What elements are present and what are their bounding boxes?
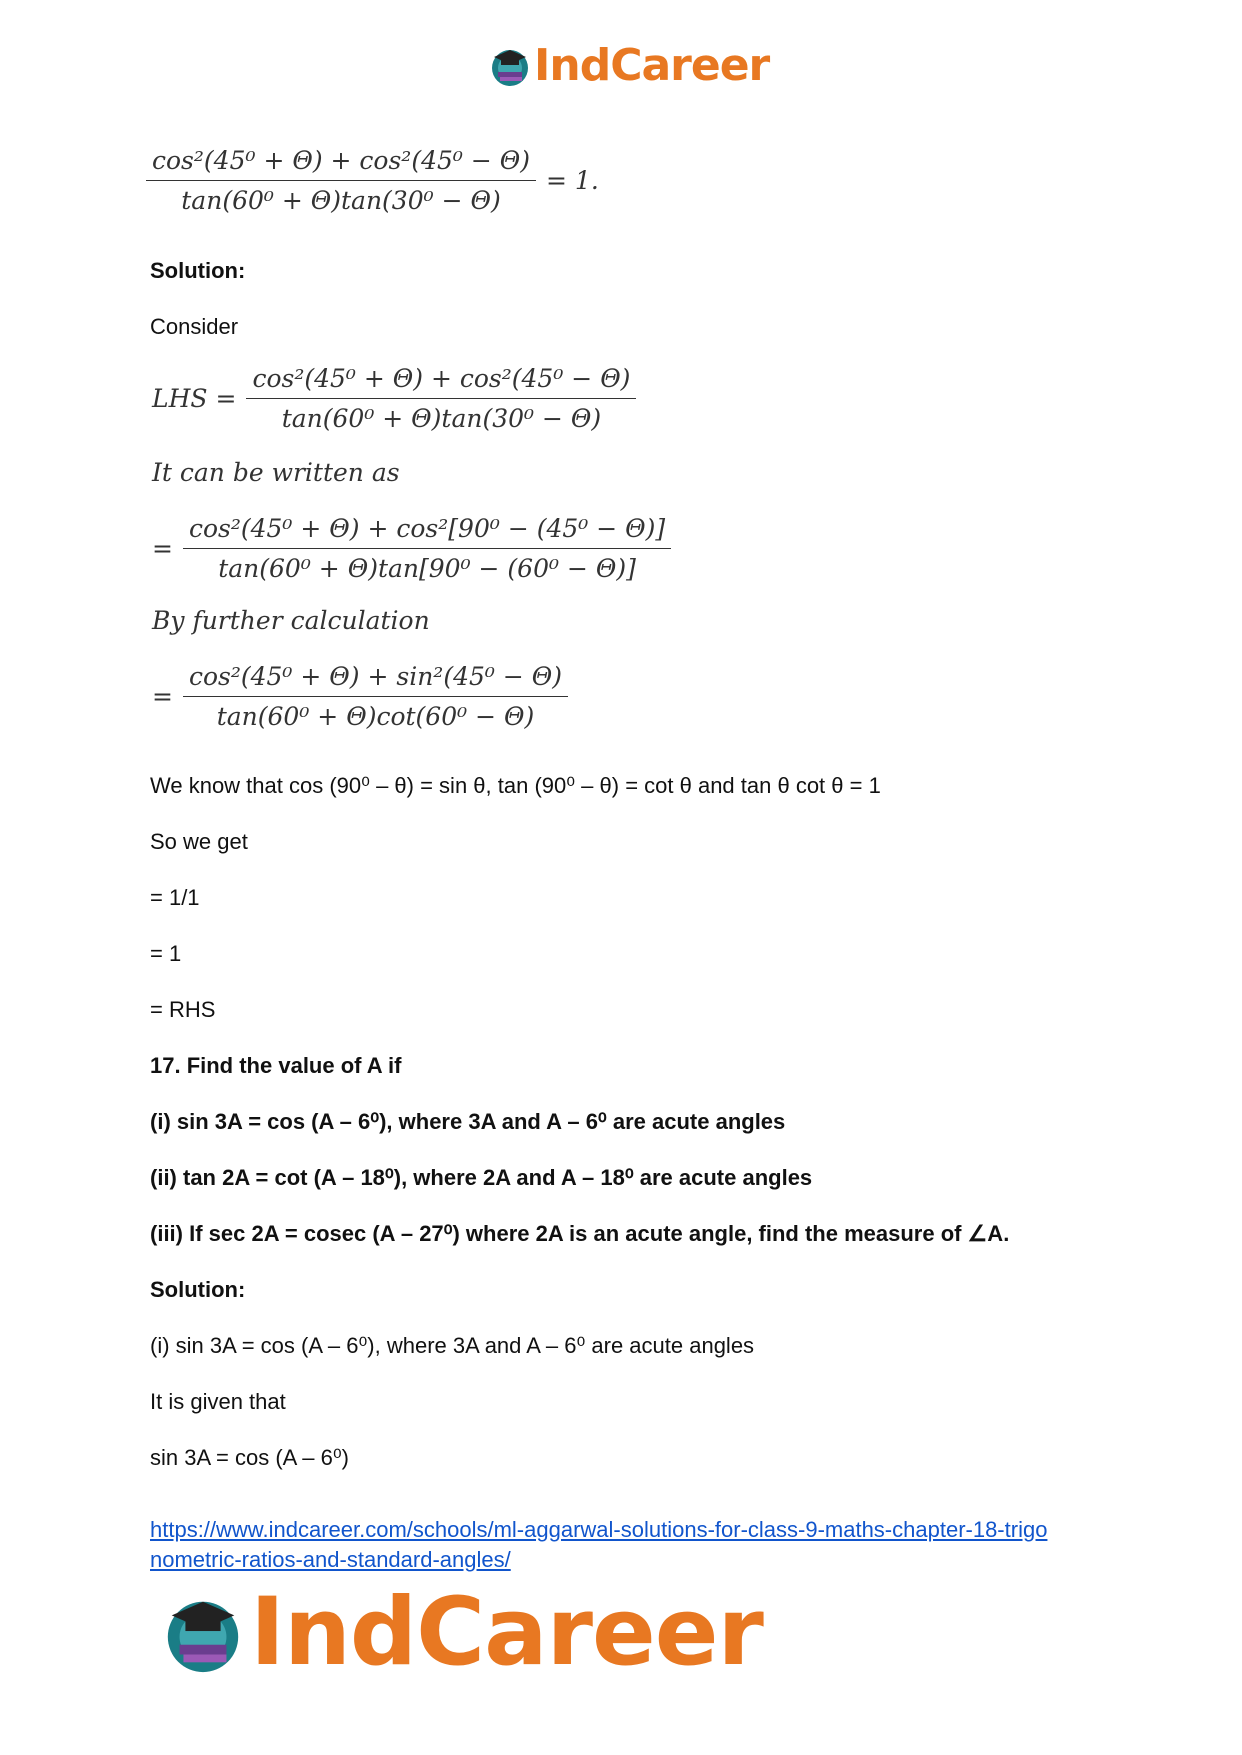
header-logo — [488, 40, 769, 91]
so-we-get-text: So we get — [150, 829, 248, 854]
question-17-part-iii: (iii) If sec 2A = cosec (A – 27⁰) where 2A is an acute angle, find the measure of ∠A. — [150, 1221, 1010, 1246]
further-calculation-text: By further calculation — [152, 606, 430, 635]
given-equation: sin 3A = cos (A – 6⁰) — [150, 1445, 349, 1470]
source-link-line-1[interactable]: https://www.indcareer.com/schools/ml-aggarwal-solutions-for-class-9-maths-chapter-18-trigo — [150, 1517, 1048, 1542]
solution-part-i: (i) sin 3A = cos (A – 6⁰), where 3A and A – 6⁰ are acute angles — [150, 1333, 755, 1358]
problem-equation — [146, 146, 599, 215]
question-17-part-i: (i) sin 3A = cos (A – 6⁰), where 3A and A – 6⁰ are acute angles — [150, 1109, 786, 1134]
problem-denominator: tan(60⁰ + Θ)tan(30⁰ − Θ) — [181, 186, 501, 215]
lhs-equation — [152, 364, 636, 433]
step3-fraction — [183, 662, 568, 731]
source-link[interactable] — [150, 1515, 1047, 1575]
lhs-fraction — [246, 364, 636, 433]
question-17-title: 17. Find the value of A if — [150, 1053, 402, 1078]
problem-rhs: = 1. — [546, 166, 599, 195]
brand-name-footer: IndCareer — [250, 1578, 763, 1687]
consider-text: Consider — [150, 314, 239, 339]
step3-denominator: tan(60⁰ + Θ)cot(60⁰ − Θ) — [216, 702, 535, 731]
result-line-1: = 1 — [150, 941, 182, 966]
problem-numerator: cos²(45⁰ + Θ) + cos²(45⁰ − Θ) — [146, 146, 536, 181]
step2-equation — [152, 514, 671, 583]
given-text: It is given that — [150, 1389, 286, 1414]
step2-prefix: = — [152, 534, 173, 563]
step2-numerator: cos²(45⁰ + Θ) + cos²[90⁰ − (45⁰ − Θ)] — [183, 514, 671, 549]
step3-numerator: cos²(45⁰ + Θ) + sin²(45⁰ − Θ) — [183, 662, 568, 697]
problem-fraction — [146, 146, 536, 215]
question-17-part-ii: (ii) tan 2A = cot (A – 18⁰), where 2A and A – 18⁰ are acute angles — [150, 1165, 813, 1190]
solution-heading-2: Solution: — [150, 1277, 246, 1302]
identity-text: We know that cos (90⁰ – θ) = sin θ, tan (90⁰ – θ) = cot θ and tan θ cot θ = 1 — [150, 773, 881, 798]
result-line-rhs: = RHS — [150, 997, 216, 1022]
graduation-cap-icon — [160, 1590, 246, 1676]
solution-heading: Solution: — [150, 258, 246, 283]
lhs-numerator: cos²(45⁰ + Θ) + cos²(45⁰ − Θ) — [246, 364, 636, 399]
step3-equation — [152, 662, 568, 731]
step2-denominator: tan(60⁰ + Θ)tan[90⁰ − (60⁰ − Θ)] — [218, 554, 636, 583]
source-link-line-2[interactable]: nometric-ratios-and-standard-angles/ — [150, 1547, 511, 1572]
result-line-1-1: = 1/1 — [150, 885, 200, 910]
graduation-cap-icon — [488, 44, 532, 88]
brand-name: IndCareer — [534, 40, 770, 91]
footer-logo — [160, 1578, 763, 1687]
step2-fraction — [183, 514, 671, 583]
lhs-prefix: LHS = — [152, 384, 237, 413]
lhs-denominator: tan(60⁰ + Θ)tan(30⁰ − Θ) — [281, 404, 602, 433]
step3-prefix: = — [152, 682, 173, 711]
written-as-text: It can be written as — [152, 458, 400, 487]
